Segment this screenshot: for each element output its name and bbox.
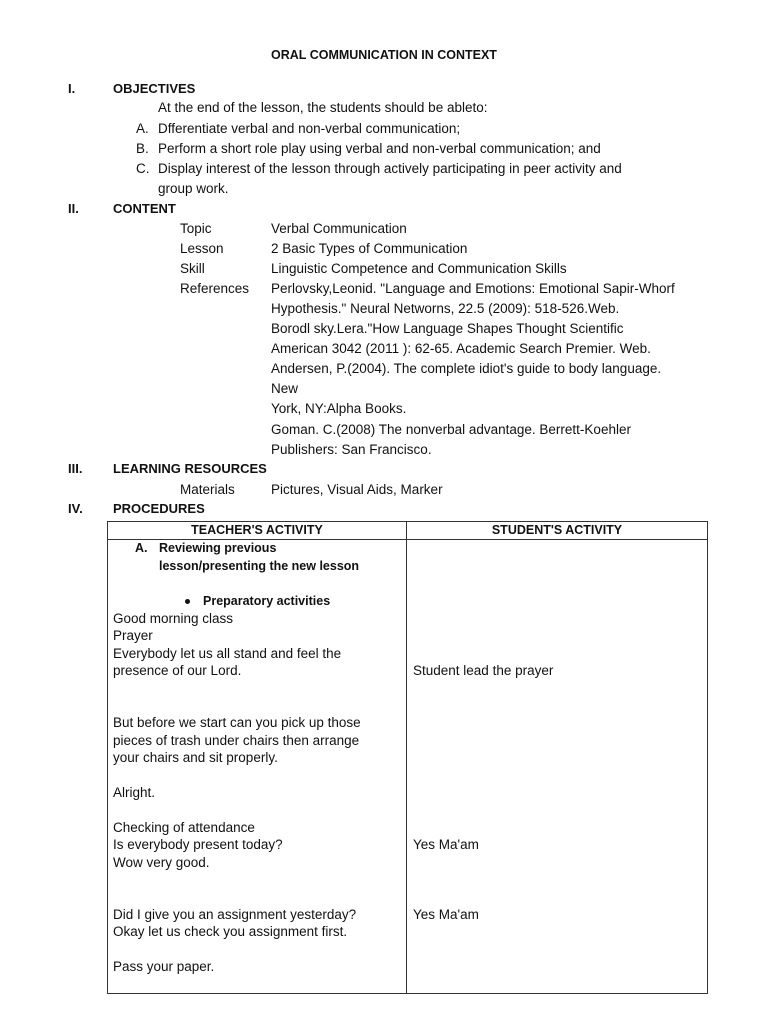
teacher-line: Did I give you an assignment yesterday? — [113, 907, 357, 922]
content-value-lesson: 2 Basic Types of Communication — [271, 241, 468, 256]
teacher-line: Wow very good. — [113, 855, 210, 870]
content-label-skill: Skill — [180, 261, 205, 276]
objective-text-c-continued: group work. — [158, 181, 229, 196]
table-header-student: STUDENT'S ACTIVITY — [491, 523, 623, 537]
objective-letter-a: A. — [136, 121, 149, 136]
objective-letter-c: C. — [136, 161, 150, 176]
table-border-bottom — [107, 993, 708, 994]
section-numeral-objectives: I. — [68, 81, 76, 96]
teacher-line: pieces of trash under chairs then arrange — [113, 733, 360, 748]
document-title: ORAL COMMUNICATION IN CONTEXT — [271, 48, 497, 62]
content-value-skill: Linguistic Competence and Communication Skills — [271, 261, 567, 276]
section-heading-content: CONTENT — [113, 201, 176, 216]
reference-line: Publishers: San Francisco. — [271, 442, 432, 457]
step-letter: A. — [135, 541, 148, 555]
step-title-continued: lesson/presenting the new lesson — [159, 559, 360, 573]
student-line: Student lead the prayer — [413, 663, 554, 678]
objective-text-b: Perform a short role play using verbal and non-verbal communication; and — [158, 141, 601, 156]
table-header-teacher: TEACHER'S ACTIVITY — [191, 523, 323, 537]
teacher-line: your chairs and sit properly. — [113, 750, 278, 765]
reference-line: Borodl sky.Lera."How Language Shapes Thought Scientific — [271, 321, 624, 336]
table-header-divider — [107, 539, 708, 540]
table-border-top — [107, 521, 708, 522]
section-heading-learning-resources: LEARNING RESOURCES — [113, 461, 267, 476]
reference-line: York, NY:Alpha Books. — [271, 401, 407, 416]
reference-line: New — [271, 381, 299, 396]
section-numeral-learning-resources: III. — [68, 461, 83, 476]
teacher-line: Good morning class — [113, 611, 234, 626]
bullet-icon — [185, 599, 190, 604]
teacher-line: Alright. — [113, 785, 156, 800]
teacher-line: Is everybody present today? — [113, 837, 283, 852]
reference-line: Perlovsky,Leonid. "Language and Emotions: Emotional Sapir-Whorf — [271, 281, 675, 296]
table-border-left — [107, 521, 108, 994]
materials-label: Materials — [180, 482, 235, 497]
objective-letter-b: B. — [136, 141, 149, 156]
content-value-topic: Verbal Communication — [271, 221, 407, 236]
reference-line: Andersen, P.(2004). The complete idiot's guide to body language. — [271, 361, 662, 376]
teacher-line: presence of our Lord. — [113, 663, 242, 678]
materials-value: Pictures, Visual Aids, Marker — [271, 482, 443, 497]
student-line: Yes Ma'am — [413, 837, 479, 852]
preparatory-activities-label: Preparatory activities — [203, 594, 331, 608]
table-border-right — [707, 521, 708, 994]
section-heading-procedures: PROCEDURES — [113, 501, 205, 516]
teacher-line: Checking of attendance — [113, 820, 255, 835]
step-title: Reviewing previous — [159, 541, 277, 555]
teacher-line: Prayer — [113, 628, 153, 643]
section-numeral-procedures: IV. — [68, 501, 83, 516]
objective-text-a: Dfferentiate verbal and non-verbal communication; — [158, 121, 461, 136]
student-line: Yes Ma'am — [413, 907, 479, 922]
section-heading-objectives: OBJECTIVES — [113, 81, 196, 96]
teacher-line: But before we start can you pick up those — [113, 715, 361, 730]
reference-line: American 3042 (2011 ): 62-65. Academic Search Premier. Web. — [271, 341, 651, 356]
teacher-line: Pass your paper. — [113, 959, 215, 974]
teacher-line: Okay let us check you assignment first. — [113, 924, 348, 939]
section-numeral-content: II. — [68, 201, 79, 216]
table-column-divider — [406, 521, 407, 994]
objectives-intro: At the end of the lesson, the students should be ableto: — [158, 100, 488, 115]
objective-text-c: Display interest of the lesson through actively participating in peer activity and — [158, 161, 622, 176]
content-label-topic: Topic — [180, 221, 212, 236]
content-label-lesson: Lesson — [180, 241, 224, 256]
reference-line: Hypothesis." Neural Networns, 22.5 (2009): 518-526.Web. — [271, 301, 620, 316]
teacher-line: Everybody let us all stand and feel the — [113, 646, 342, 661]
content-label-references: References — [180, 281, 250, 296]
reference-line: Goman. C.(2008) The nonverbal advantage. Berrett-Koehler — [271, 422, 631, 437]
